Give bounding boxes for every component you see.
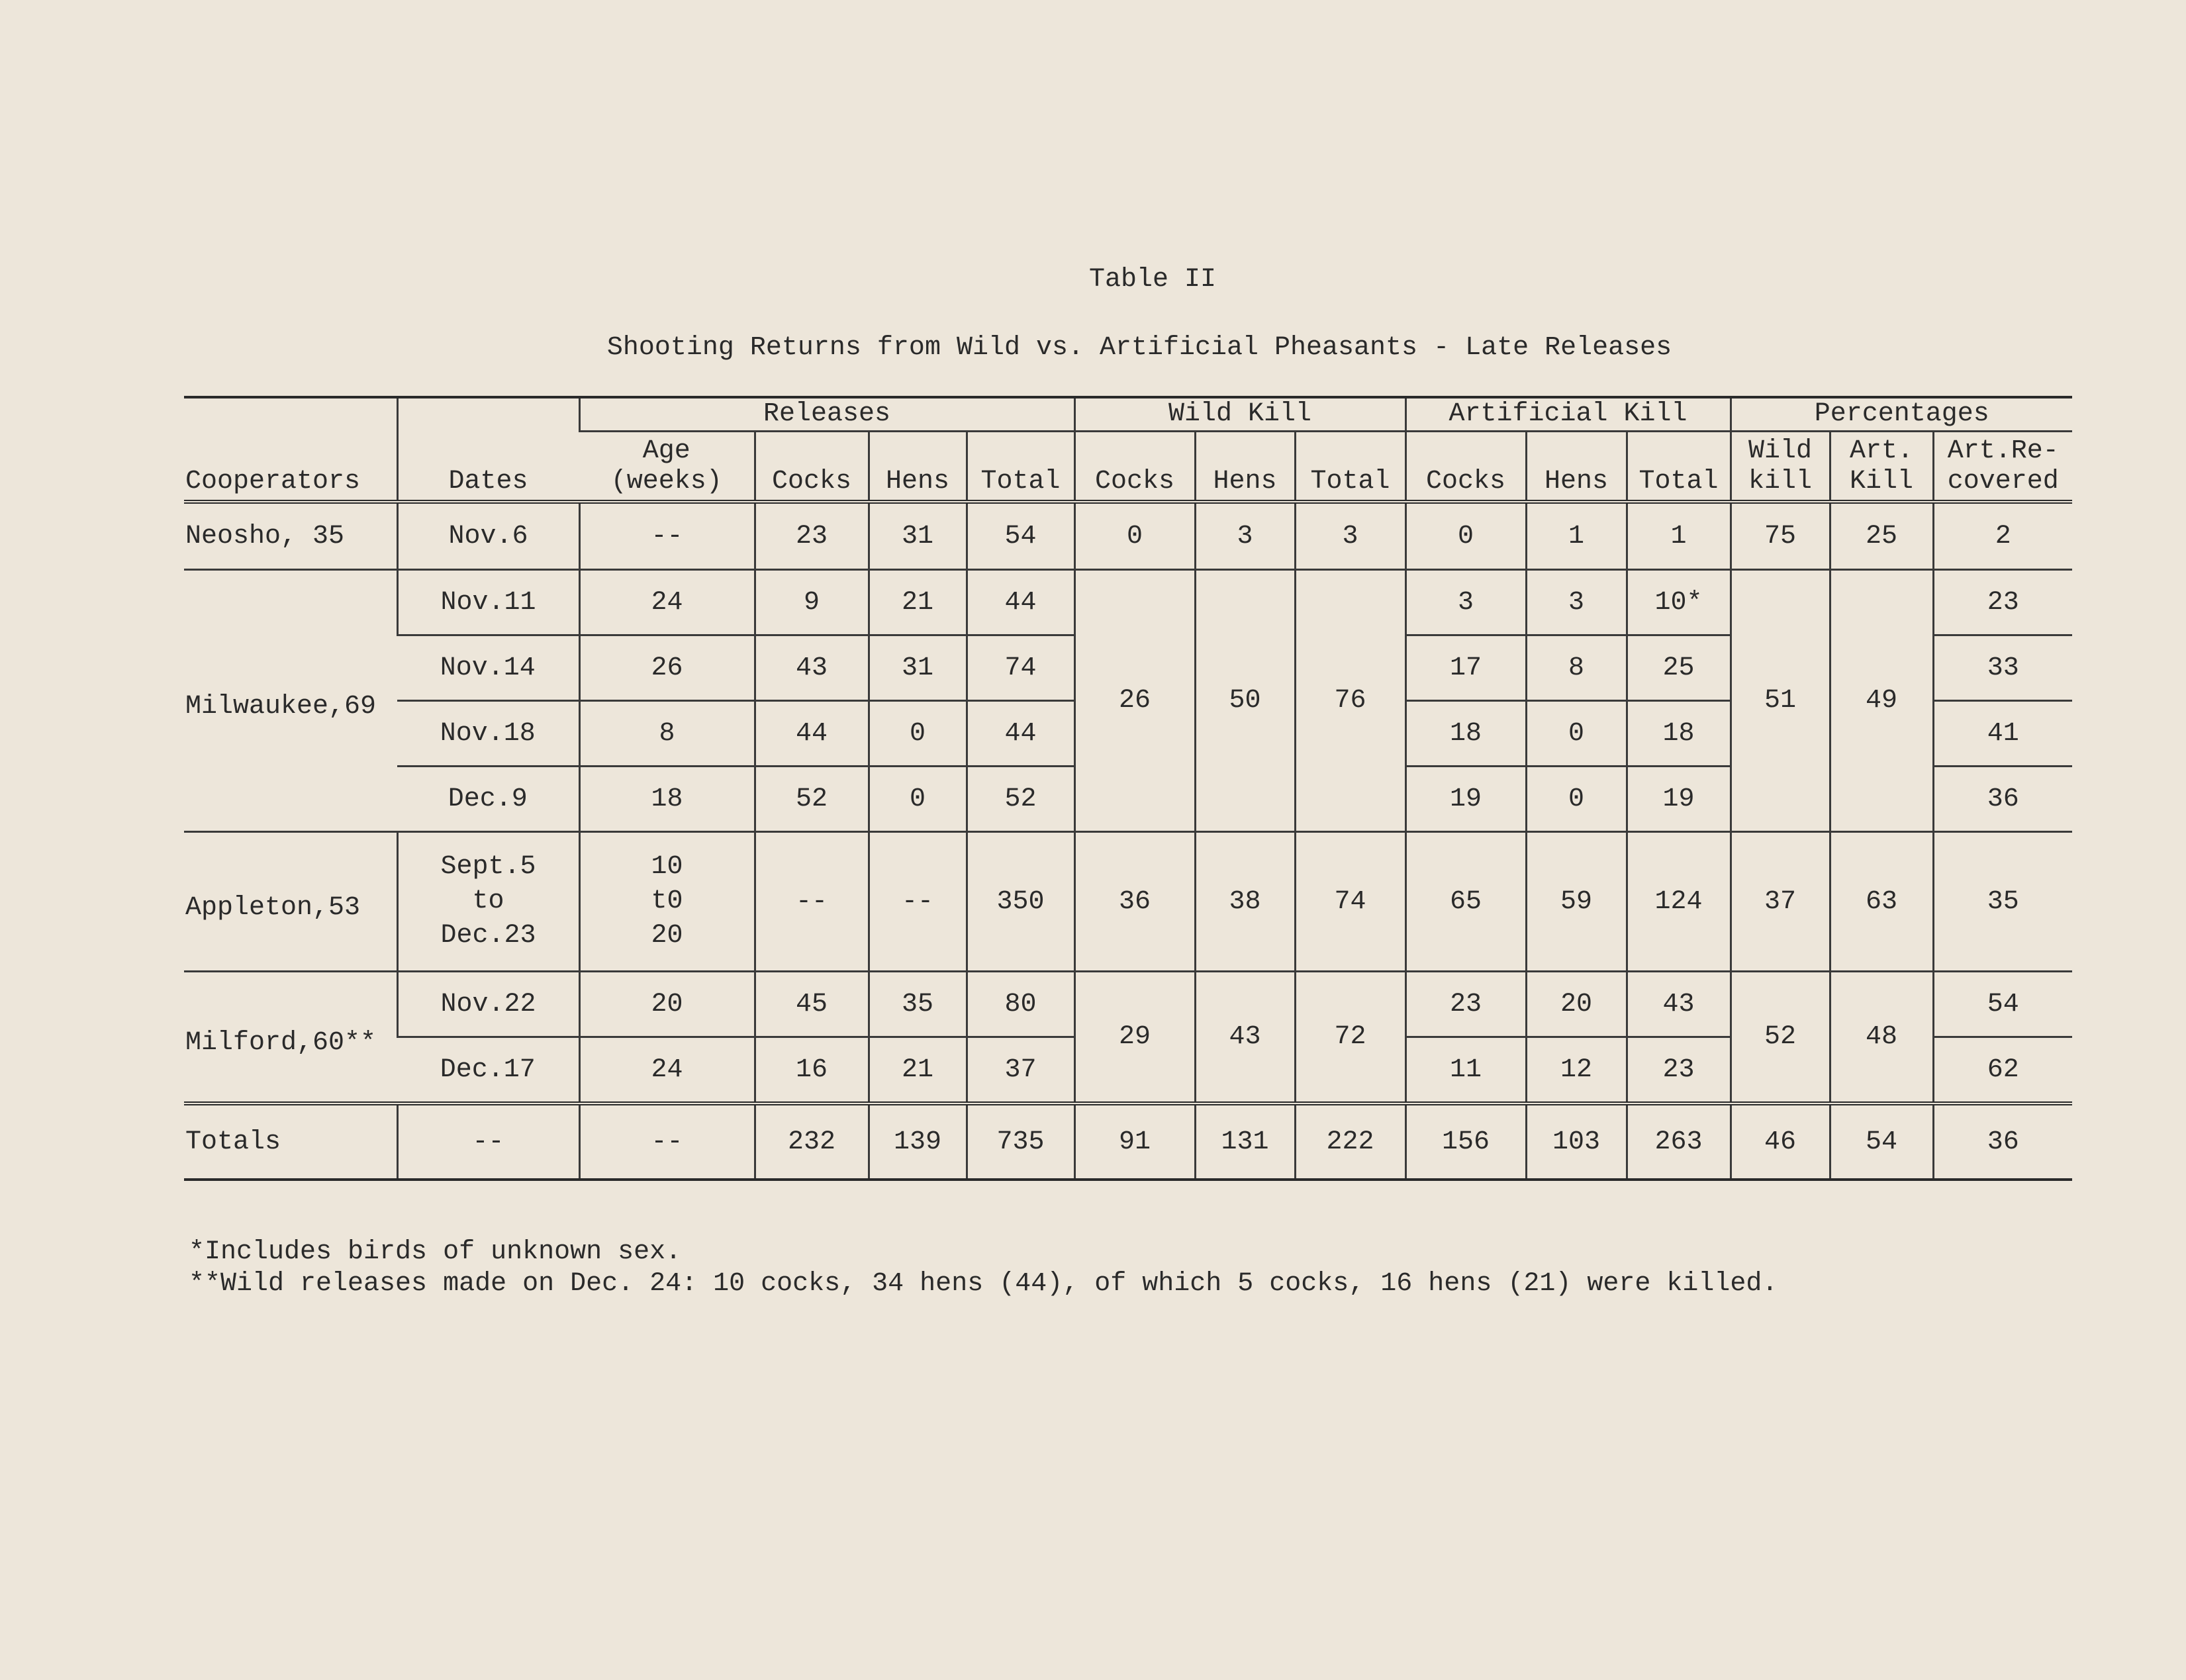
col-header-wild-total: Total [1295, 432, 1405, 502]
table-row [184, 502, 2072, 570]
pct-recovered-cell: 23 [1933, 570, 2072, 635]
art-hens-cell: 103 [1526, 1103, 1627, 1180]
release-total-cell: 54 [967, 502, 1074, 570]
col-header-age: Age (weeks) [579, 432, 755, 502]
age-cell: 24 [579, 1037, 755, 1104]
art-total-cell: 124 [1627, 832, 1731, 972]
art-total-cell: 19 [1627, 767, 1731, 832]
pct-art-cell: 63 [1830, 832, 1933, 972]
totals-row [184, 1103, 2072, 1180]
pct-recovered-cell: 2 [1933, 502, 2072, 570]
wild-hens-cell: 43 [1195, 972, 1295, 1104]
table-row [184, 972, 2072, 1037]
pct-wild-cell: 46 [1731, 1103, 1830, 1180]
wild-hens-cell: 3 [1195, 502, 1295, 570]
age-cell: -- [579, 502, 755, 570]
release-total-cell: 735 [967, 1103, 1074, 1180]
footnote: *Includes birds of unknown sex. [189, 1237, 682, 1267]
pct-recovered-cell: 62 [1933, 1037, 2072, 1104]
age-cell: 8 [579, 701, 755, 767]
wild-total-cell: 3 [1295, 502, 1405, 570]
col-header-pct-art-kill: Art. Kill [1830, 432, 1933, 502]
table-row [184, 832, 2072, 972]
footnotes [189, 1237, 1778, 1300]
art-cocks-cell: 156 [1405, 1103, 1526, 1180]
table-subtitle: Shooting Returns from Wild vs. Artificial Pheasants - Late Releases [606, 333, 1672, 363]
art-hens-cell: 0 [1526, 701, 1627, 767]
col-header-art-total: Total [1627, 432, 1731, 502]
release-cocks-cell: 16 [755, 1037, 869, 1104]
art-hens-cell: 12 [1526, 1037, 1627, 1104]
art-cocks-cell: 0 [1405, 502, 1526, 570]
release-hens-cell: 31 [869, 502, 967, 570]
release-cocks-cell: -- [755, 832, 869, 972]
release-cocks-cell: 232 [755, 1103, 869, 1180]
wild-hens-cell: 38 [1195, 832, 1295, 972]
pct-art-cell: 49 [1830, 570, 1933, 832]
col-header-wild-cocks: Cocks [1074, 432, 1195, 502]
wild-total-cell: 76 [1295, 570, 1405, 832]
date-cell: Dec.9 [397, 767, 579, 832]
col-header-cooperators: Cooperators [184, 397, 397, 502]
wild-total-cell: 72 [1295, 972, 1405, 1104]
group-header-wild-kill: Wild Kill [1074, 397, 1405, 432]
cooperator-cell: Appleton,53 [184, 832, 397, 972]
col-header-wild-hens: Hens [1195, 432, 1295, 502]
release-cocks-cell: 44 [755, 701, 869, 767]
release-hens-cell: 21 [869, 570, 967, 635]
release-cocks-cell: 9 [755, 570, 869, 635]
age-cell: 20 [579, 972, 755, 1037]
col-header-release-hens: Hens [869, 432, 967, 502]
wild-cocks-cell: 36 [1074, 832, 1195, 972]
art-total-cell: 23 [1627, 1037, 1731, 1104]
wild-hens-cell: 131 [1195, 1103, 1295, 1180]
date-cell: Sept.5 to Dec.23 [397, 832, 579, 972]
date-cell: -- [397, 1103, 579, 1180]
pct-recovered-cell: 36 [1933, 1103, 2072, 1180]
art-total-cell: 263 [1627, 1103, 1731, 1180]
date-cell: Nov.6 [397, 502, 579, 570]
date-cell: Nov.14 [397, 635, 579, 701]
pct-wild-cell: 75 [1731, 502, 1830, 570]
group-header-releases: Releases [579, 397, 1074, 432]
wild-total-cell: 222 [1295, 1103, 1405, 1180]
age-cell: 18 [579, 767, 755, 832]
art-cocks-cell: 19 [1405, 767, 1526, 832]
footnote: **Wild releases made on Dec. 24: 10 cocks, 34 hens (44), of which 5 cocks, 16 hens (21) were killed. [189, 1269, 1778, 1299]
art-hens-cell: 59 [1526, 832, 1627, 972]
pct-art-cell: 54 [1830, 1103, 1933, 1180]
pct-wild-cell: 37 [1731, 832, 1830, 972]
art-cocks-cell: 18 [1405, 701, 1526, 767]
art-hens-cell: 3 [1526, 570, 1627, 635]
pct-art-cell: 25 [1830, 502, 1933, 570]
art-total-cell: 1 [1627, 502, 1731, 570]
table-row [184, 570, 2072, 635]
age-cell: 26 [579, 635, 755, 701]
pct-recovered-cell: 54 [1933, 972, 2072, 1037]
date-cell: Nov.18 [397, 701, 579, 767]
table-title: Table II [1088, 265, 1217, 295]
art-cocks-cell: 3 [1405, 570, 1526, 635]
col-header-pct-art-recovered: Art.Re- covered [1933, 432, 2072, 502]
release-hens-cell: 139 [869, 1103, 967, 1180]
art-hens-cell: 20 [1526, 972, 1627, 1037]
release-hens-cell: 31 [869, 635, 967, 701]
pct-wild-cell: 51 [1731, 570, 1830, 832]
art-hens-cell: 8 [1526, 635, 1627, 701]
release-total-cell: 44 [967, 570, 1074, 635]
art-hens-cell: 0 [1526, 767, 1627, 832]
release-hens-cell: 0 [869, 767, 967, 832]
release-total-cell: 74 [967, 635, 1074, 701]
release-total-cell: 44 [967, 701, 1074, 767]
release-hens-cell: 0 [869, 701, 967, 767]
col-header-pct-wild-kill: Wild kill [1731, 432, 1830, 502]
wild-cocks-cell: 29 [1074, 972, 1195, 1104]
release-hens-cell: 35 [869, 972, 967, 1037]
art-total-cell: 43 [1627, 972, 1731, 1037]
release-total-cell: 80 [967, 972, 1074, 1037]
art-total-cell: 18 [1627, 701, 1731, 767]
release-total-cell: 52 [967, 767, 1074, 832]
art-cocks-cell: 11 [1405, 1037, 1526, 1104]
col-header-release-cocks: Cocks [755, 432, 869, 502]
date-cell: Nov.22 [397, 972, 579, 1037]
col-header-release-total: Total [967, 432, 1074, 502]
col-header-dates: Dates [397, 397, 579, 502]
art-cocks-cell: 65 [1405, 832, 1526, 972]
pct-recovered-cell: 36 [1933, 767, 2072, 832]
pct-wild-cell: 52 [1731, 972, 1830, 1104]
art-hens-cell: 1 [1526, 502, 1627, 570]
col-header-art-hens: Hens [1526, 432, 1627, 502]
group-header-artificial-kill: Artificial Kill [1405, 397, 1731, 432]
release-cocks-cell: 43 [755, 635, 869, 701]
col-header-art-cocks: Cocks [1405, 432, 1526, 502]
pct-recovered-cell: 41 [1933, 701, 2072, 767]
art-cocks-cell: 23 [1405, 972, 1526, 1037]
age-cell: 10 t0 20 [579, 832, 755, 972]
release-total-cell: 350 [967, 832, 1074, 972]
wild-cocks-cell: 26 [1074, 570, 1195, 832]
release-cocks-cell: 52 [755, 767, 869, 832]
release-cocks-cell: 23 [755, 502, 869, 570]
pct-recovered-cell: 35 [1933, 832, 2072, 972]
cooperator-cell: Neosho, 35 [184, 502, 397, 570]
art-total-cell: 25 [1627, 635, 1731, 701]
wild-cocks-cell: 0 [1074, 502, 1195, 570]
cooperator-cell: Totals [184, 1103, 397, 1180]
wild-cocks-cell: 91 [1074, 1103, 1195, 1180]
age-cell: 24 [579, 570, 755, 635]
pct-recovered-cell: 33 [1933, 635, 2072, 701]
group-header-percentages: Percentages [1731, 397, 2072, 432]
shooting-returns-table [184, 396, 2072, 1181]
release-hens-cell: -- [869, 832, 967, 972]
pct-art-cell: 48 [1830, 972, 1933, 1104]
release-hens-cell: 21 [869, 1037, 967, 1104]
art-total-cell: 10* [1627, 570, 1731, 635]
date-cell: Nov.11 [397, 570, 579, 635]
cooperator-cell: Milford,60** [184, 972, 397, 1104]
cooperator-cell: Milwaukee,69 [184, 570, 397, 832]
release-total-cell: 37 [967, 1037, 1074, 1104]
date-cell: Dec.17 [397, 1037, 579, 1104]
art-cocks-cell: 17 [1405, 635, 1526, 701]
release-cocks-cell: 45 [755, 972, 869, 1037]
wild-total-cell: 74 [1295, 832, 1405, 972]
age-cell: -- [579, 1103, 755, 1180]
wild-hens-cell: 50 [1195, 570, 1295, 832]
